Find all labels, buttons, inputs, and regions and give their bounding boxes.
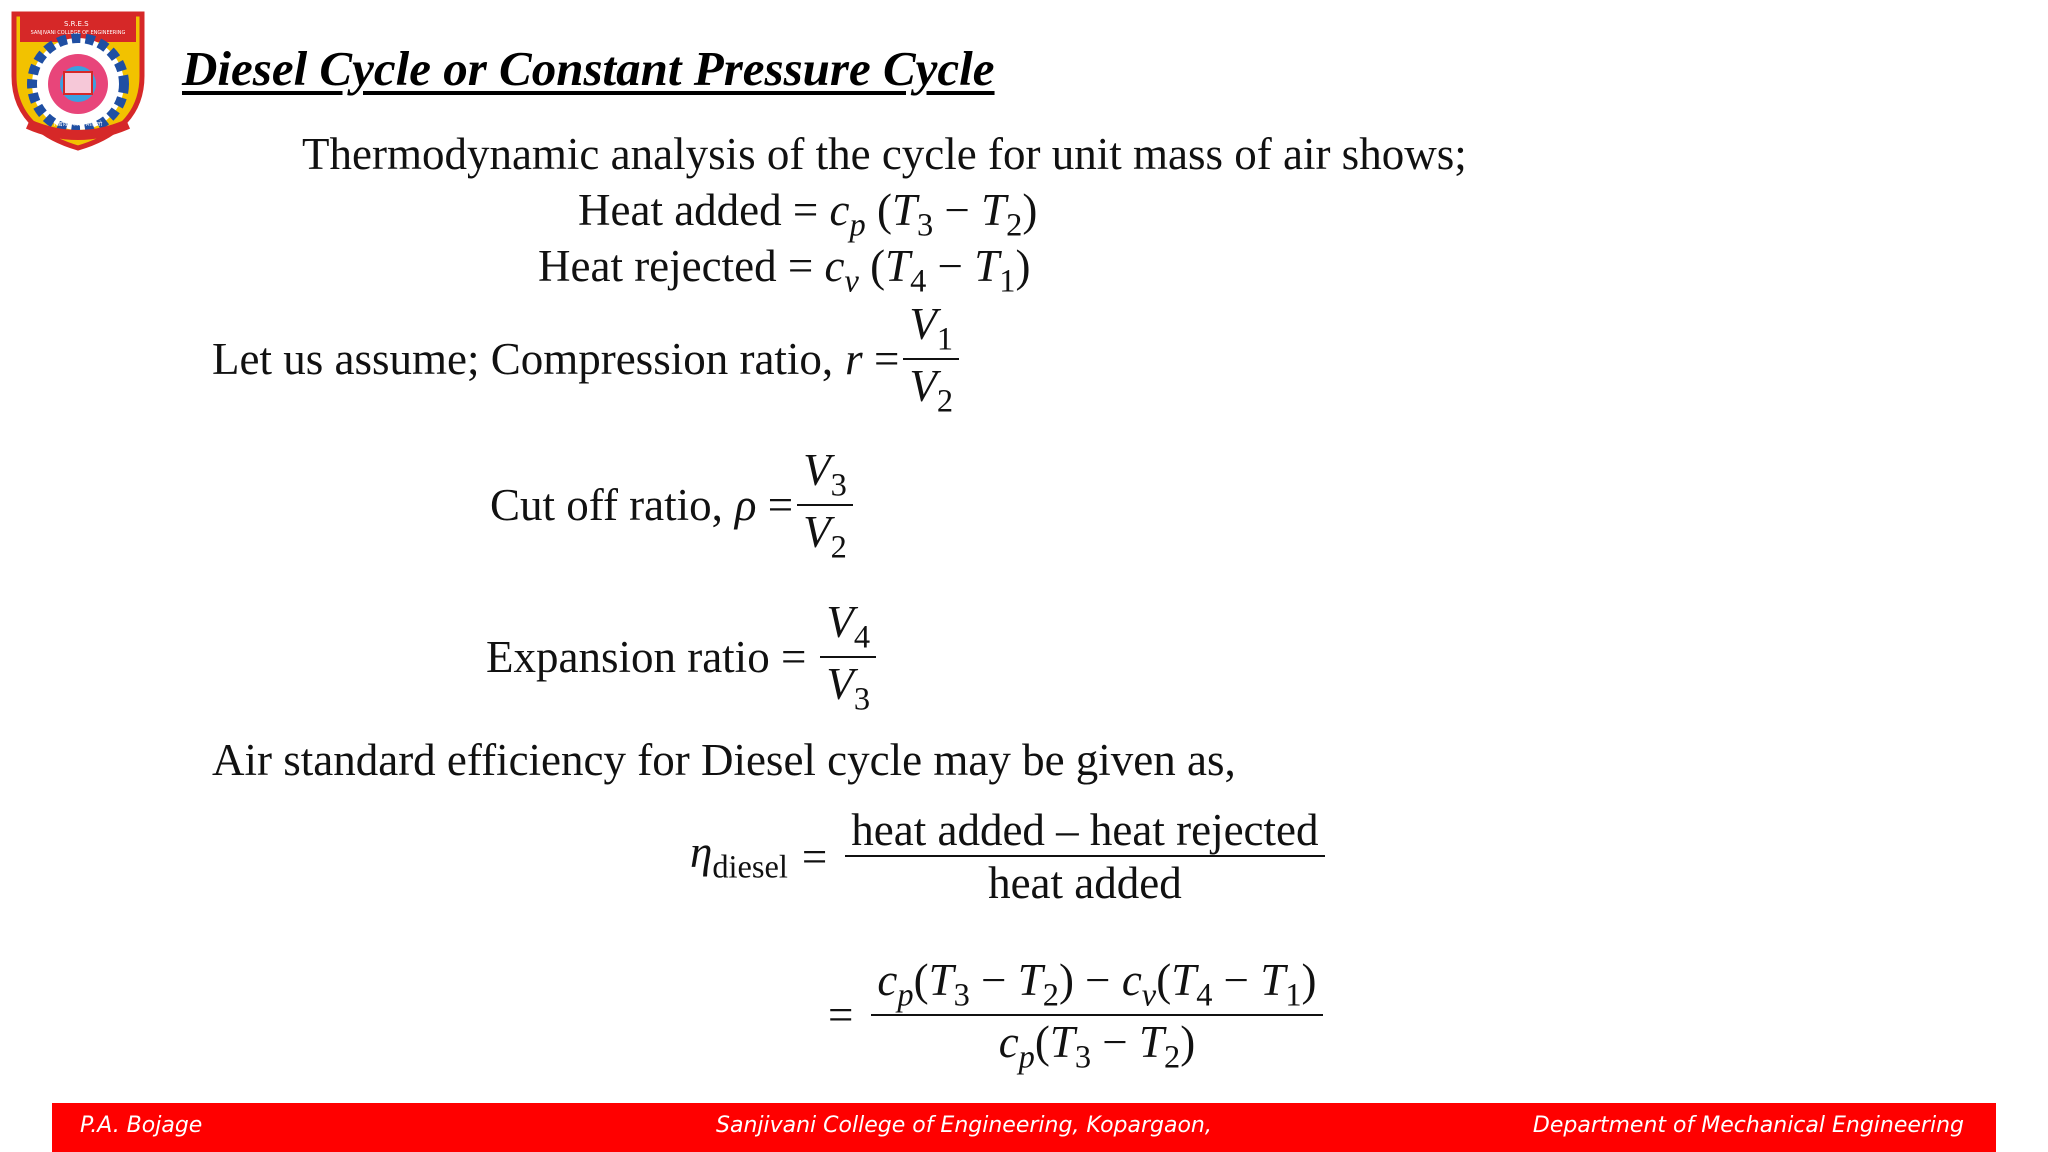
logo-top-text: S.R.E.S xyxy=(64,20,89,28)
slide-title: Diesel Cycle or Constant Pressure Cycle xyxy=(182,41,995,96)
expansion-ratio-equation xyxy=(486,597,880,718)
heat-rejected-label: Heat rejected = xyxy=(538,241,814,291)
expansion-ratio-fraction: $\frac{V_4}{V_3}$ xyxy=(820,600,876,716)
efficiency-definition-fraction xyxy=(845,805,1324,908)
compression-ratio-fraction: $\frac{V_1}{V_2}$ xyxy=(903,302,959,418)
compression-ratio-equation: Let us assume; Compression ratio, r = $\frac{V_1}{V_2}$ xyxy=(212,302,963,418)
intro-text: Thermodynamic analysis of the cycle for unit mass of air shows; xyxy=(302,129,1467,179)
efficiency-denominator: heat added xyxy=(988,858,1182,908)
expansion-ratio-label: Expansion ratio = xyxy=(486,632,807,683)
cutoff-ratio-equation: Cut off ratio, ρ = $\frac{V_3}{V_2}$ xyxy=(490,448,857,564)
heat-added-label: Heat added = xyxy=(578,185,819,235)
college-logo xyxy=(4,6,152,152)
efficiency-numerator: heat added – heat rejected xyxy=(851,805,1319,855)
efficiency-definition-equation: $\eta_{diesel}$ = $\frac{\text{heat added – heat rejected}}{\text{heat added}}$ xyxy=(690,808,1329,906)
cutoff-ratio-label: Cut off ratio, xyxy=(490,480,723,531)
heat-rejected-equation: Heat rejected = $c_v$ $(T_4 - T_1)$ xyxy=(538,241,1031,300)
footer-author: P.A. Bojage xyxy=(80,1113,203,1138)
footer-college: Sanjivani College of Engineering, Kopargaon, xyxy=(716,1113,1212,1138)
compression-ratio-label: Let us assume; Compression ratio, xyxy=(212,334,834,385)
efficiency-expanded-fraction: $\frac{c_p(T_3 - T_2) - c_v(T_4 - T_1)}{c_p(T_3 - T_2)}$ xyxy=(871,958,1322,1074)
eta-subscript: diesel xyxy=(712,849,788,886)
heat-added-equation: Heat added = $c_p$ $(T_3 - T_2)$ xyxy=(578,185,1038,244)
cutoff-ratio-fraction: $\frac{V_3}{V_2}$ xyxy=(797,448,853,564)
logo-motto: विद्यावंत सततं शिक्षितो xyxy=(53,121,103,128)
efficiency-expanded-equation: = $\frac{c_p(T_3 - T_2) - c_v(T_4 - T_1)}{c_p(T_3 - T_2)}$ xyxy=(828,958,1327,1074)
logo-ring-text: SANJIVANI COLLEGE OF ENGINEERING xyxy=(30,30,126,36)
footer-department: Department of Mechanical Engineering xyxy=(1532,1113,1964,1138)
efficiency-intro-text: Air standard efficiency for Diesel cycle may be given as, xyxy=(212,735,1236,785)
